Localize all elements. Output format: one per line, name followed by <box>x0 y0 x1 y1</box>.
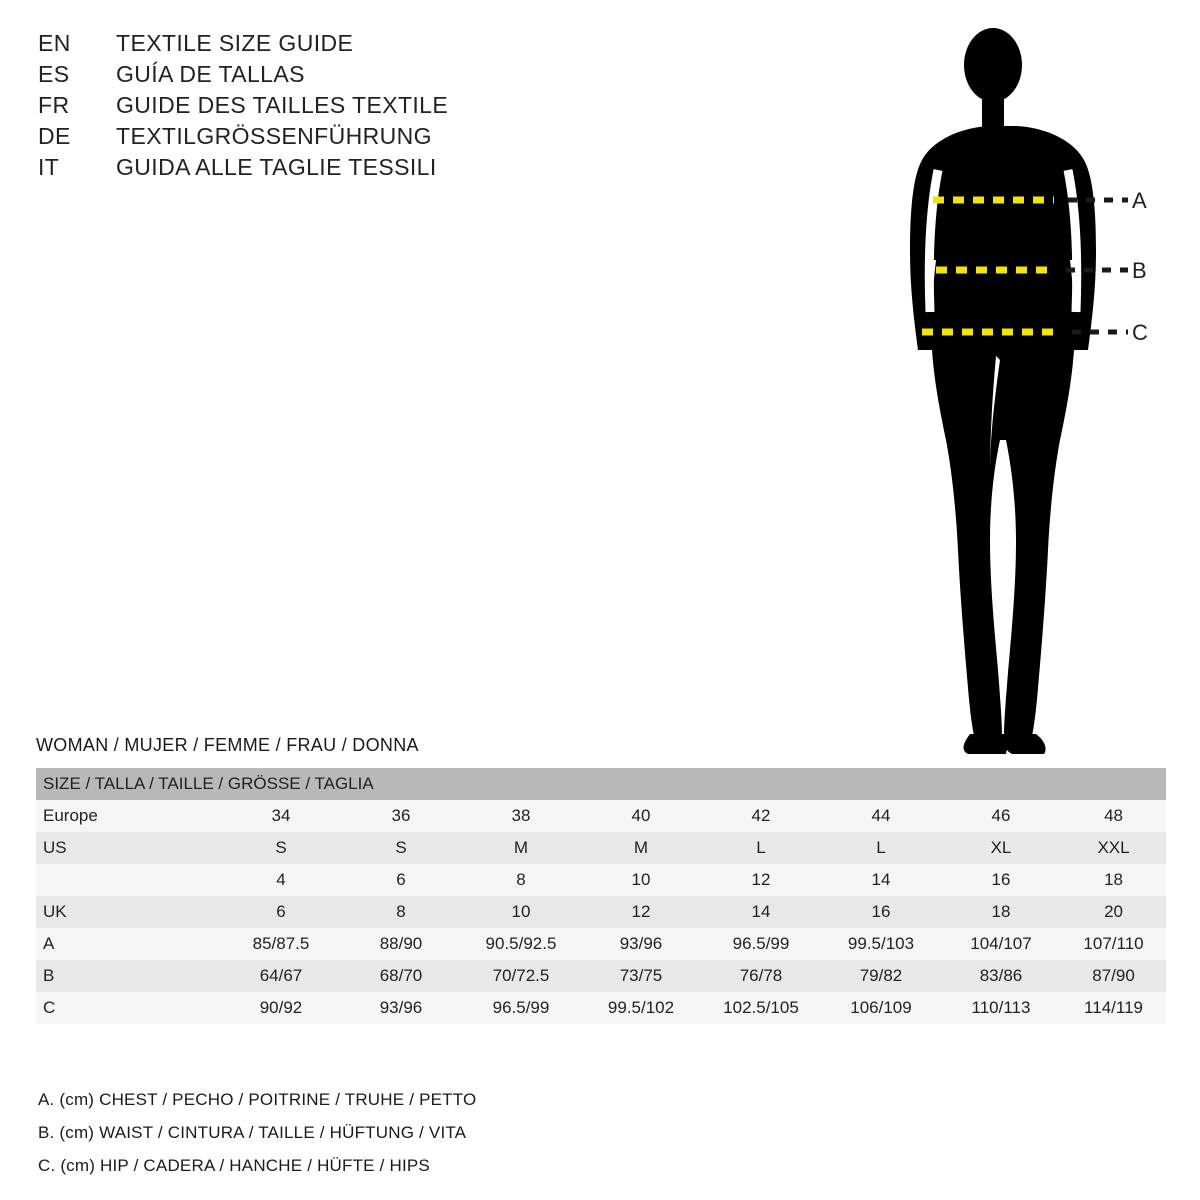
title-row <box>38 30 598 57</box>
measure-label-a: A <box>1132 188 1147 213</box>
table-cell: 99.5/103 <box>821 928 941 960</box>
legend-line-chest: A. (cm) CHEST / PECHO / POITRINE / TRUHE / PETTO <box>38 1090 477 1109</box>
size-table-section <box>36 735 1166 1024</box>
table-cell: 46 <box>941 800 1061 832</box>
table-cell: 36 <box>341 800 461 832</box>
table-cell: 20 <box>1061 896 1166 928</box>
table-cell: 110/113 <box>941 992 1061 1024</box>
table-cell: 88/90 <box>341 928 461 960</box>
table-row <box>36 928 1166 960</box>
table-cell: 48 <box>1061 800 1166 832</box>
table-cell: 12 <box>701 864 821 896</box>
table-cell: 10 <box>581 864 701 896</box>
legend-line-hip: C. (cm) HIP / CADERA / HANCHE / HÜFTE / HIPS <box>38 1156 430 1175</box>
language-code: FR <box>38 92 70 118</box>
table-cell: 12 <box>581 896 701 928</box>
row-label: Europe <box>36 800 221 832</box>
size-table <box>36 768 1166 1024</box>
table-cell: 34 <box>221 800 341 832</box>
row-label: UK <box>36 896 221 928</box>
table-cell: XXL <box>1061 832 1166 864</box>
table-cell: M <box>461 832 581 864</box>
table-cell: 90.5/92.5 <box>461 928 581 960</box>
language-code: IT <box>38 154 60 180</box>
table-cell: 83/86 <box>941 960 1061 992</box>
table-cell: 6 <box>341 864 461 896</box>
table-cell: 18 <box>1061 864 1166 896</box>
table-cell: 107/110 <box>1061 928 1166 960</box>
table-cell: 38 <box>461 800 581 832</box>
title-text: GUIDE DES TAILLES TEXTILE <box>116 92 449 118</box>
title-row <box>38 154 598 181</box>
language-code: ES <box>38 61 70 87</box>
table-cell: 14 <box>701 896 821 928</box>
title-text: GUÍA DE TALLAS <box>116 61 305 87</box>
table-cell: 96.5/99 <box>701 928 821 960</box>
table-cell: 16 <box>941 864 1061 896</box>
table-cell: 99.5/102 <box>581 992 701 1024</box>
table-cell: 8 <box>461 864 581 896</box>
language-code: EN <box>38 30 71 56</box>
table-cell: 73/75 <box>581 960 701 992</box>
table-header-row <box>36 768 1166 800</box>
table-row <box>36 960 1166 992</box>
table-cell: XL <box>941 832 1061 864</box>
row-label: A <box>36 928 221 960</box>
table-cell: 96.5/99 <box>461 992 581 1024</box>
legend-line-waist: B. (cm) WAIST / CINTURA / TAILLE / HÜFTUNG / VITA <box>38 1123 467 1142</box>
table-cell: 64/67 <box>221 960 341 992</box>
measure-label-c: C <box>1132 320 1148 345</box>
table-cell: 114/119 <box>1061 992 1166 1024</box>
table-cell: 70/72.5 <box>461 960 581 992</box>
table-row <box>36 992 1166 1024</box>
table-row <box>36 800 1166 832</box>
table-cell: 18 <box>941 896 1061 928</box>
table-cell: 87/90 <box>1061 960 1166 992</box>
table-cell: 4 <box>221 864 341 896</box>
legend-block <box>38 1090 738 1189</box>
table-row <box>36 896 1166 928</box>
title-text: GUIDA ALLE TAGLIE TESSILI <box>116 154 437 180</box>
table-cell: L <box>821 832 941 864</box>
table-cell: 10 <box>461 896 581 928</box>
table-cell: 102.5/105 <box>701 992 821 1024</box>
measure-label-b: B <box>1132 258 1147 283</box>
table-cell: 104/107 <box>941 928 1061 960</box>
row-label: US <box>36 832 221 864</box>
table-cell: 6 <box>221 896 341 928</box>
row-label: C <box>36 992 221 1024</box>
title-text: TEXTILE SIZE GUIDE <box>116 30 354 56</box>
language-code: DE <box>38 123 71 149</box>
table-cell: 85/87.5 <box>221 928 341 960</box>
title-row <box>38 123 598 150</box>
figure-area <box>860 20 1190 760</box>
table-cell: L <box>701 832 821 864</box>
title-row <box>38 61 598 88</box>
row-label: B <box>36 960 221 992</box>
woman-silhouette-icon <box>860 20 1190 760</box>
table-row <box>36 864 1166 896</box>
table-cell: 8 <box>341 896 461 928</box>
table-cell: 90/92 <box>221 992 341 1024</box>
table-cell: 76/78 <box>701 960 821 992</box>
title-text: TEXTILGRÖSSENFÜHRUNG <box>116 123 432 149</box>
table-cell: 68/70 <box>341 960 461 992</box>
table-cell: 16 <box>821 896 941 928</box>
table-header-label: SIZE / TALLA / TAILLE / GRÖSSE / TAGLIA <box>36 768 1166 800</box>
table-cell: 106/109 <box>821 992 941 1024</box>
table-cell: 42 <box>701 800 821 832</box>
table-cell: 44 <box>821 800 941 832</box>
row-label <box>36 864 221 896</box>
table-group-heading: WOMAN / MUJER / FEMME / FRAU / DONNA <box>36 735 419 755</box>
table-cell: 79/82 <box>821 960 941 992</box>
title-block <box>38 30 598 185</box>
table-cell: 40 <box>581 800 701 832</box>
table-cell: S <box>221 832 341 864</box>
table-cell: M <box>581 832 701 864</box>
table-cell: 14 <box>821 864 941 896</box>
table-row <box>36 832 1166 864</box>
table-cell: 93/96 <box>341 992 461 1024</box>
title-row <box>38 92 598 119</box>
table-cell: 93/96 <box>581 928 701 960</box>
table-cell: S <box>341 832 461 864</box>
